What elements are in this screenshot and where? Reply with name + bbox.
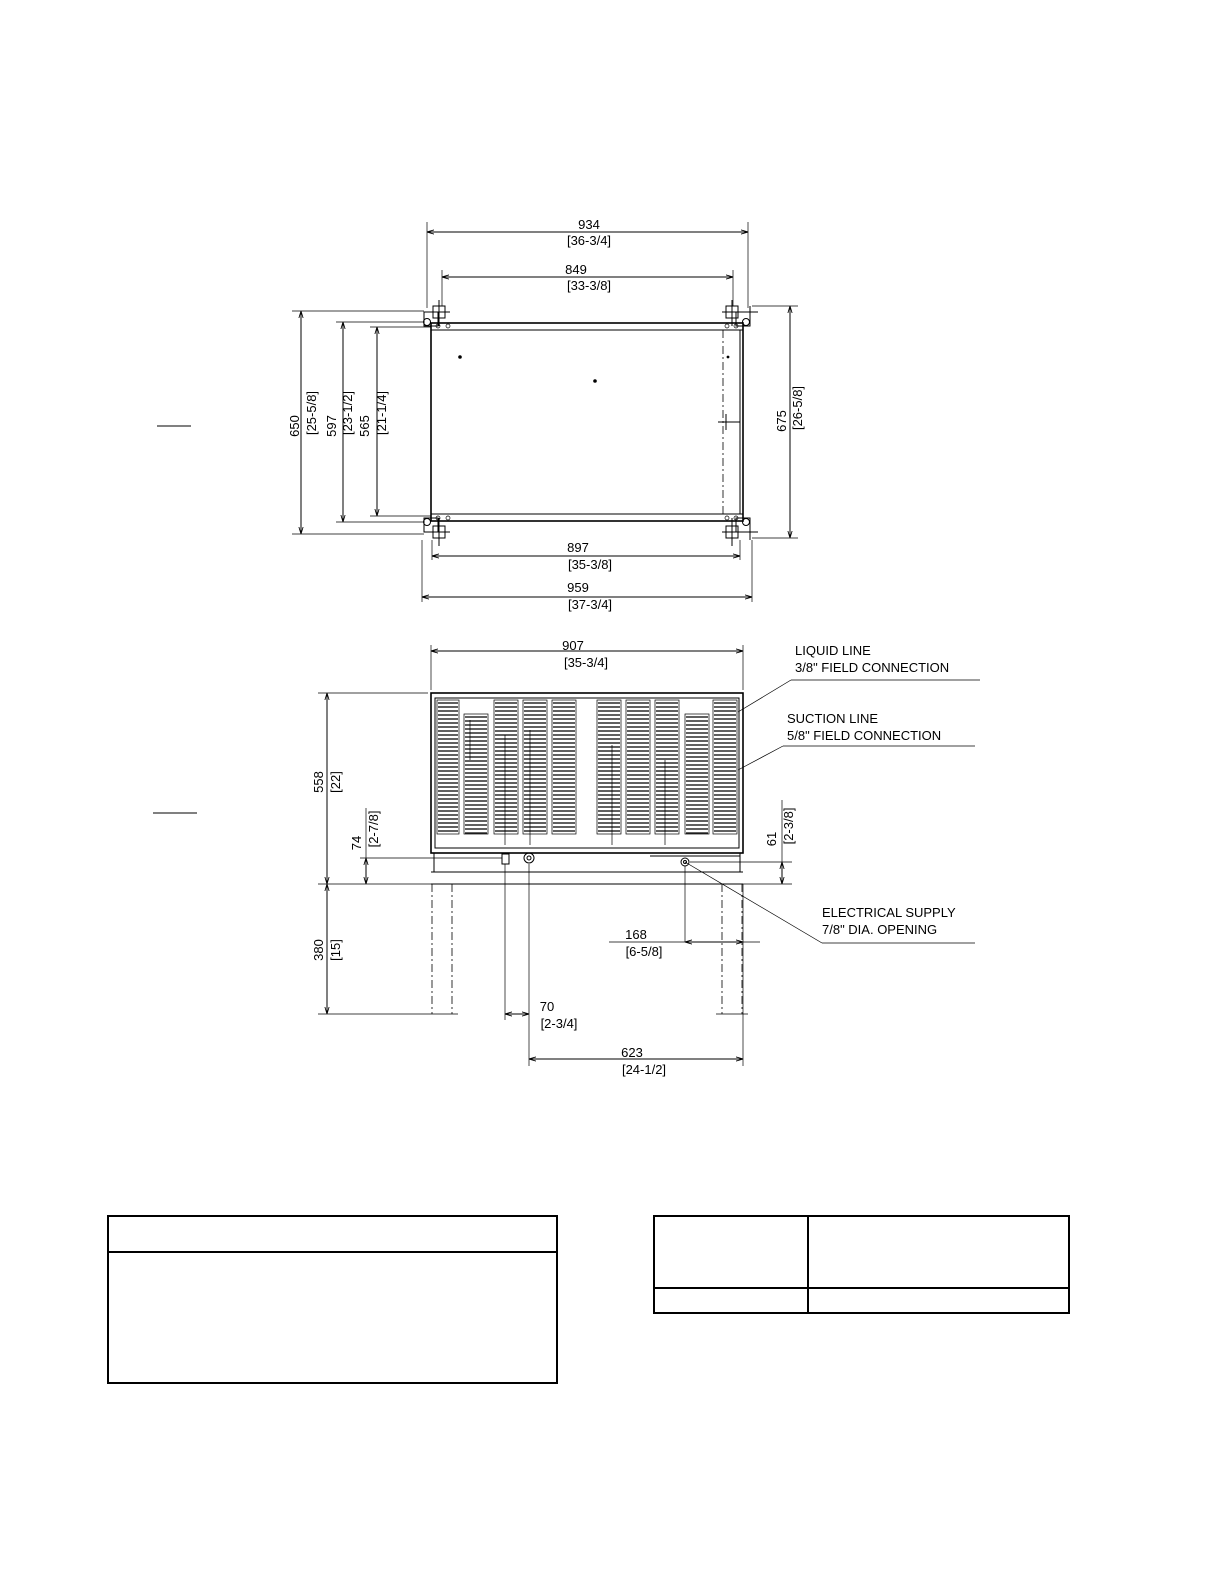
grille-panel [626,700,650,834]
top-view-outline [431,323,743,521]
dim-934-in: [36-3/4] [566,233,612,248]
liquid-line-label: LIQUID LINE [795,643,871,658]
condenser-grille [437,700,737,845]
dim-74-mm: 74 [349,835,364,851]
dim-61-in: [2-3/8] [781,807,796,845]
dim-849-mm: 849 [565,262,587,277]
dim-907-in: [35-3/4] [563,655,609,670]
dim-675-in: [26-5/8] [790,385,805,431]
dim-168-mm: 168 [625,927,647,942]
grille-panel [523,700,547,834]
top-view [157,217,805,612]
dim-70-in: [2-3/4] [540,1016,578,1031]
dim-74-in: [2-7/8] [366,810,381,848]
info-table-left-header [109,1217,556,1253]
grille-panel [437,700,459,834]
dim-959-mm: 959 [567,580,589,595]
grille-panel [655,700,679,834]
dim-897-mm: 897 [567,540,589,555]
suction-line-spec: 5/8" FIELD CONNECTION [787,728,942,743]
liquid-line-spec: 3/8" FIELD CONNECTION [795,660,950,675]
dim-597-in: [23-1/2] [340,390,355,436]
info-table-left [107,1215,558,1384]
dim-558-in: [22] [328,771,343,793]
dim-849-in: [33-3/8] [566,278,612,293]
liquid-line-connection [502,854,509,864]
dim-650-in: [25-5/8] [304,390,319,436]
electrical-supply-spec: 7/8" DIA. OPENING [822,922,938,937]
dim-959-in: [37-3/4] [567,597,613,612]
dim-650-mm: 650 [287,415,302,437]
front-view [153,638,980,1077]
dim-597-mm: 597 [324,415,339,437]
dim-897-in: [35-3/8] [567,557,613,572]
electrical-supply-label: ELECTRICAL SUPPLY [822,905,956,920]
stand-legs [432,884,742,1014]
grille-panel [685,714,709,834]
dim-934-mm: 934 [578,217,600,232]
grille-panel [713,700,737,834]
dim-380-mm: 380 [311,939,326,961]
dim-61-mm: 61 [764,831,779,847]
mounting-foot-top-right [722,300,758,326]
dim-623-in: [24-1/2] [621,1062,667,1077]
grille-panel [494,700,518,834]
grille-panel [597,700,621,834]
suction-line-label: SUCTION LINE [787,711,879,726]
dim-168-in: [6-5/8] [625,944,663,959]
dim-907-mm: 907 [562,638,584,653]
grille-panel [552,700,576,834]
mounting-foot-bottom-left [424,518,451,546]
dim-380-in: [15] [328,939,343,961]
grille-panel [464,714,488,834]
mounting-foot-top-left [424,300,451,326]
dim-675-mm: 675 [774,410,789,432]
dim-565-in: [21-1/4] [374,390,389,436]
dim-623-mm: 623 [621,1045,643,1060]
suction-line-connection [524,853,534,863]
dim-565-mm: 565 [357,415,372,437]
dim-70-mm: 70 [539,999,555,1014]
info-table-right [653,1215,1070,1314]
dim-558-mm: 558 [311,771,326,793]
